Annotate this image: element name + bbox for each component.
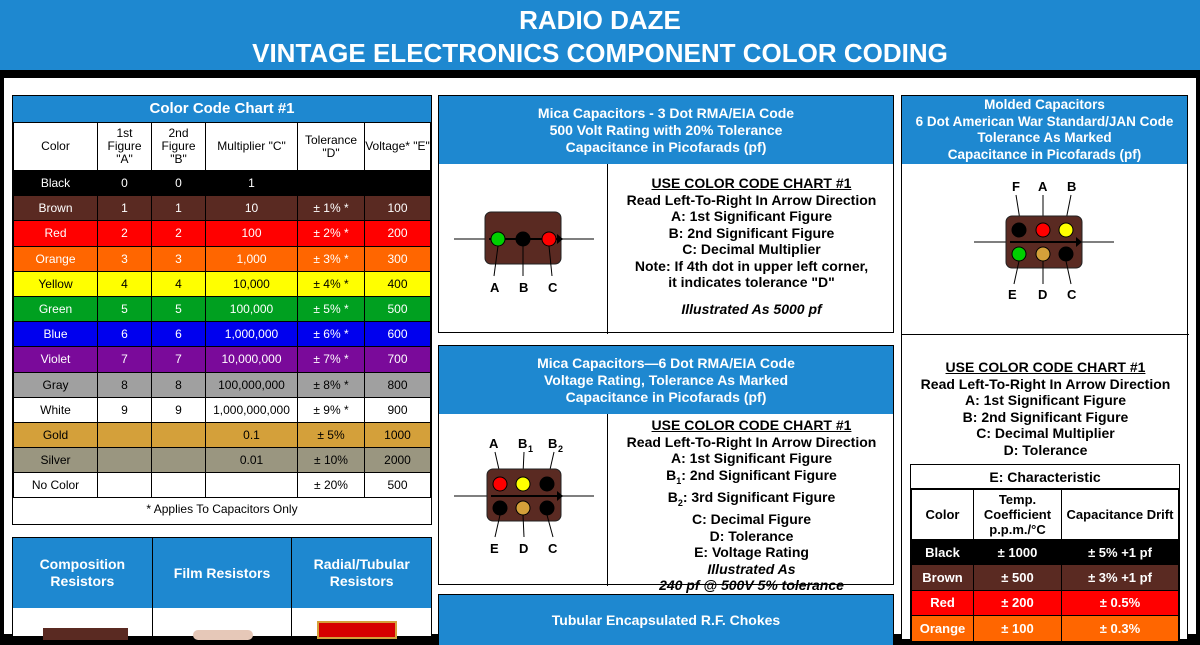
column-header: 1st Figure "A" [98, 123, 152, 171]
cell-volt: 600 [365, 322, 431, 347]
cell-a [98, 448, 152, 473]
column-header: Color [14, 123, 98, 171]
cell-a: 6 [98, 322, 152, 347]
cell-tol: ± 20% [298, 473, 365, 498]
dot-c [542, 232, 556, 246]
page-header [0, 0, 1200, 73]
column-header: Multiplier "C" [206, 123, 298, 171]
rf-chokes-panel [438, 594, 894, 644]
cell-b [152, 448, 206, 473]
column-header: 2nd Figure "B" [152, 123, 206, 171]
svg-text:F: F [1012, 179, 1020, 194]
svg-text:D: D [1038, 287, 1048, 302]
svg-text:B: B [519, 280, 529, 295]
cell-b: 2 [152, 221, 206, 246]
cell-volt: 700 [365, 347, 431, 372]
svg-text:B: B [1067, 179, 1077, 194]
cell-b: 8 [152, 372, 206, 397]
svg-text:A: A [490, 280, 500, 295]
char-cell-color: Red [912, 590, 974, 615]
cell-color: White [14, 397, 98, 422]
cell-a: 0 [98, 171, 152, 196]
molded-capacitor-diagram [902, 164, 1187, 324]
char-column-header: Capacitance Drift [1062, 490, 1179, 540]
cell-a: 1 [98, 196, 152, 221]
mica-6dot-diagram [439, 414, 607, 586]
color-code-table [13, 122, 431, 498]
cell-volt: 500 [365, 296, 431, 321]
cell-a [98, 422, 152, 447]
cell-mult: 1,000,000,000 [206, 397, 298, 422]
char-row [912, 616, 1179, 641]
cell-a: 7 [98, 347, 152, 372]
cell-b: 9 [152, 397, 206, 422]
chart-footnote: * Applies To Capacitors Only [146, 502, 298, 517]
char-cell-color: Brown [912, 565, 974, 590]
table-row [14, 397, 431, 422]
mica-6dot-panel [438, 345, 894, 594]
table-row [14, 448, 431, 473]
svg-text:2: 2 [558, 444, 564, 454]
dot-f [1012, 223, 1026, 237]
table-row [14, 473, 431, 498]
cell-color: Gold [14, 422, 98, 447]
svg-text:A: A [1038, 179, 1048, 194]
cell-color: Red [14, 221, 98, 246]
dot-d [1036, 247, 1050, 261]
cell-color: Green [14, 296, 98, 321]
cell-b: 4 [152, 271, 206, 296]
cell-tol: ± 5% * [298, 296, 365, 321]
cell-color: Violet [14, 347, 98, 372]
molded-capacitors-panel [901, 95, 1188, 640]
svg-text:A: A [489, 436, 499, 451]
cell-mult: 0.1 [206, 422, 298, 447]
cell-mult: 1,000 [206, 246, 298, 271]
char-cell-color: Orange [912, 616, 974, 641]
cell-color: Silver [14, 448, 98, 473]
cell-tol: ± 7% * [298, 347, 365, 372]
cell-volt: 2000 [365, 448, 431, 473]
cell-a: 8 [98, 372, 152, 397]
cell-a: 2 [98, 221, 152, 246]
cell-tol [298, 171, 365, 196]
char-cell-temp: ± 100 [974, 616, 1062, 641]
molded-title: Molded Capacitors 6 Dot American War Standard/JAN Code Tolerance As Marked Capacitance in Picofarads (pf) [902, 96, 1187, 164]
cell-volt: 200 [365, 221, 431, 246]
cell-tol: ± 9% * [298, 397, 365, 422]
cell-color: Blue [14, 322, 98, 347]
film-resistors-header: Film Resistors [153, 538, 293, 608]
cell-mult: 100,000 [206, 296, 298, 321]
cell-color: Yellow [14, 271, 98, 296]
dot-a [493, 477, 507, 491]
char-cell-drift: ± 3% +1 pf [1062, 565, 1179, 590]
mica-3dot-diagram [439, 164, 607, 334]
char-cell-color: Black [912, 540, 974, 565]
column-header: Voltage* "E" [365, 123, 431, 171]
table-row [14, 171, 431, 196]
dot-e [1012, 247, 1026, 261]
characteristic-table-box [910, 464, 1180, 643]
cell-mult: 1,000,000 [206, 322, 298, 347]
char-row [912, 590, 1179, 615]
char-cell-drift: ± 5% +1 pf [1062, 540, 1179, 565]
char-cell-temp: ± 1000 [974, 540, 1062, 565]
cell-volt: 100 [365, 196, 431, 221]
svg-text:B: B [548, 436, 558, 451]
dot-a [491, 232, 505, 246]
dot-b [1059, 223, 1073, 237]
table-row [14, 422, 431, 447]
char-cell-temp: ± 500 [974, 565, 1062, 590]
radial-tubular-resistors-header: Radial/Tubular Resistors [292, 538, 431, 608]
cell-tol: ± 4% * [298, 271, 365, 296]
cell-color: Gray [14, 372, 98, 397]
dot-c [1059, 247, 1073, 261]
cell-a [98, 473, 152, 498]
color-code-chart [12, 95, 432, 525]
svg-text:E: E [490, 541, 499, 556]
resistor-section [12, 537, 432, 637]
char-row [912, 565, 1179, 590]
cell-b: 3 [152, 246, 206, 271]
cell-mult [206, 473, 298, 498]
cell-b: 7 [152, 347, 206, 372]
radial-resistor-image [317, 621, 397, 639]
mica-3dot-title: Mica Capacitors - 3 Dot RMA/EIA Code 500 Volt Rating with 20% Tolerance Capacitance in Picofarads (pf) [439, 96, 893, 164]
cell-volt: 400 [365, 271, 431, 296]
dot-b2 [540, 477, 554, 491]
cell-volt: 1000 [365, 422, 431, 447]
mica-6dot-title: Mica Capacitors—6 Dot RMA/EIA Code Voltage Rating, Tolerance As Marked Capacitance in Picofarads (pf) [439, 346, 893, 414]
cell-volt [365, 171, 431, 196]
dot-e [493, 501, 507, 515]
cell-b [152, 422, 206, 447]
rf-chokes-title: Tubular Encapsulated R.F. Chokes [439, 595, 893, 645]
char-cell-drift: ± 0.5% [1062, 590, 1179, 615]
page-title: VINTAGE ELECTRONICS COMPONENT COLOR CODING [252, 38, 948, 68]
cell-a: 4 [98, 271, 152, 296]
cell-volt: 500 [365, 473, 431, 498]
svg-text:C: C [1067, 287, 1077, 302]
cell-tol: ± 10% [298, 448, 365, 473]
composition-resistors-header: Composition Resistors [13, 538, 153, 608]
characteristic-title: E: Characteristic [911, 465, 1179, 489]
chart-title: Color Code Chart #1 [13, 96, 431, 122]
cell-color: Brown [14, 196, 98, 221]
cell-a: 9 [98, 397, 152, 422]
mica-3dot-instructions: USE COLOR CODE CHART #1 Read Left-To-Right In Arrow Direction A: 1st Significant Figure B: 2nd Significant Figure C: Decimal Multiplier Note: If 4th dot in upper left corner, it indicates tolerance "D" Illustrated As 5000 pf [626, 175, 877, 317]
table-row [14, 296, 431, 321]
cell-b: 1 [152, 196, 206, 221]
cell-tol: ± 5% [298, 422, 365, 447]
cell-mult: 10,000 [206, 271, 298, 296]
svg-text:B: B [518, 436, 528, 451]
dot-c [540, 501, 554, 515]
cell-mult: 0.01 [206, 448, 298, 473]
cell-color: No Color [14, 473, 98, 498]
char-cell-temp: ± 200 [974, 590, 1062, 615]
cell-mult: 10,000,000 [206, 347, 298, 372]
cell-a: 5 [98, 296, 152, 321]
char-column-header: Color [912, 490, 974, 540]
composition-resistor-image [43, 628, 128, 640]
cell-tol: ± 6% * [298, 322, 365, 347]
cell-tol: ± 2% * [298, 221, 365, 246]
table-row [14, 372, 431, 397]
cell-tol: ± 1% * [298, 196, 365, 221]
cell-color: Orange [14, 246, 98, 271]
svg-text:E: E [1008, 287, 1017, 302]
cell-b: 6 [152, 322, 206, 347]
cell-b [152, 473, 206, 498]
mica-3dot-panel [438, 95, 894, 333]
cell-tol: ± 8% * [298, 372, 365, 397]
cell-volt: 800 [365, 372, 431, 397]
svg-text:C: C [548, 280, 558, 295]
cell-mult: 100,000,000 [206, 372, 298, 397]
cell-volt: 900 [365, 397, 431, 422]
char-row [912, 540, 1179, 565]
svg-text:1: 1 [528, 444, 534, 454]
svg-text:C: C [548, 541, 558, 556]
mica-6dot-instructions: USE COLOR CODE CHART #1 Read Left-To-Right In Arrow Direction A: 1st Significant Figure $B_1$: 2nd Significant Figure $B_2$: 3rd Significant Figure C: Decimal Figure D: Tolerance E: Voltage Rating Illustrated As 240 pf @ 500V 5% tolerance [626, 417, 877, 594]
column-header: Tolerance "D" [298, 123, 365, 171]
table-row [14, 271, 431, 296]
table-row [14, 196, 431, 221]
cell-b: 5 [152, 296, 206, 321]
dot-a [1036, 223, 1050, 237]
characteristic-table [911, 489, 1179, 642]
cell-volt: 300 [365, 246, 431, 271]
table-row [14, 322, 431, 347]
cell-mult: 100 [206, 221, 298, 246]
svg-text:D: D [519, 541, 529, 556]
site-title: RADIO DAZE [519, 5, 681, 35]
cell-mult: 1 [206, 171, 298, 196]
table-row [14, 246, 431, 271]
molded-instructions: USE COLOR CODE CHART #1 Read Left-To-Right In Arrow Direction A: 1st Significant Figure B: 2nd Significant Figure C: Decimal Multiplier D: Tolerance [920, 359, 1171, 458]
table-row [14, 347, 431, 372]
char-cell-drift: ± 0.3% [1062, 616, 1179, 641]
film-resistor-image [193, 630, 253, 640]
table-row [14, 221, 431, 246]
char-column-header: Temp. Coefficient p.p.m./°C [974, 490, 1062, 540]
cell-color: Black [14, 171, 98, 196]
cell-tol: ± 3% * [298, 246, 365, 271]
cell-b: 0 [152, 171, 206, 196]
dot-b [516, 232, 530, 246]
dot-d [516, 501, 530, 515]
cell-mult: 10 [206, 196, 298, 221]
dot-b1 [516, 477, 530, 491]
cell-a: 3 [98, 246, 152, 271]
